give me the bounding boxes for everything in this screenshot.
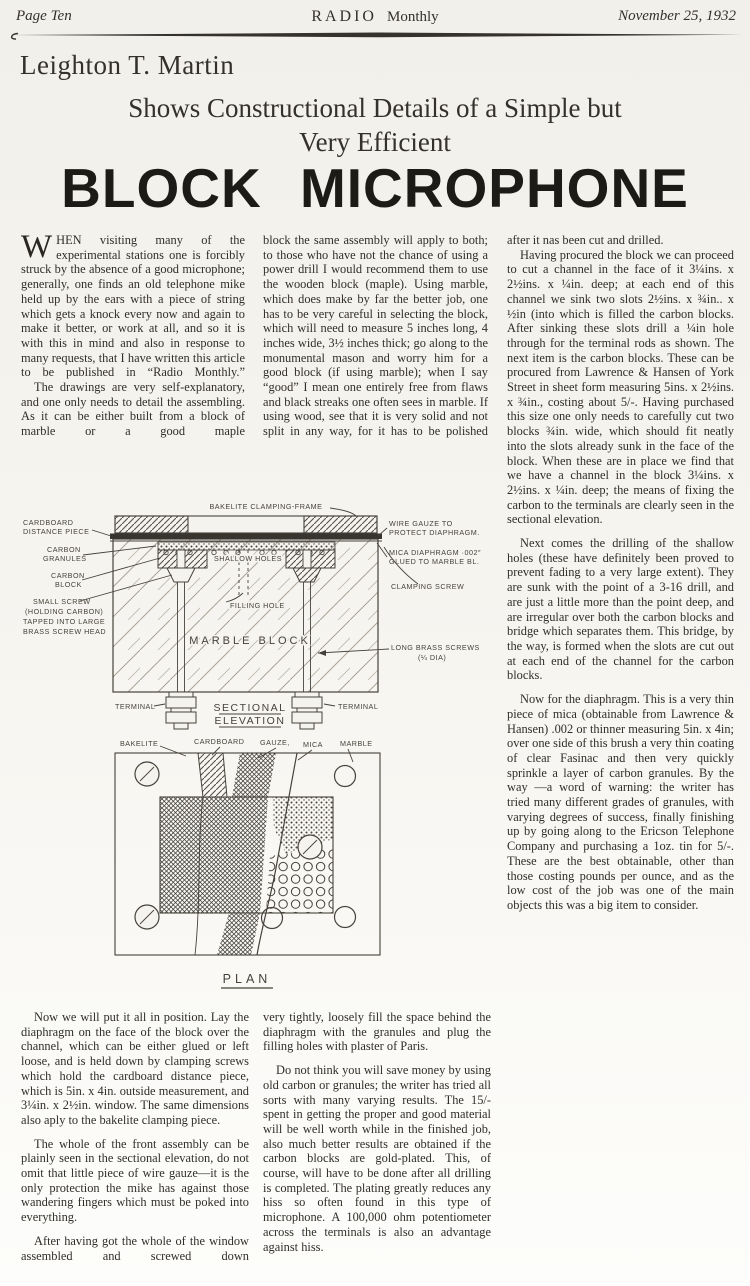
label-mica-1: MICA DIAPHRAGM ·002″ [389, 548, 482, 557]
label-long-brass-screws-1: LONG BRASS SCREWS [391, 643, 480, 652]
byline: Leighton T. Martin [20, 50, 235, 80]
column-1 [21, 229, 245, 439]
label-terminal-left: TERMINAL [115, 702, 156, 711]
paragraph: The drawings are very self-explanatory, and one only needs to detail the assembling. As it can be either built from a block of marble or a good maple [21, 380, 245, 439]
label-shallow-holes: SHALLOW HOLES [213, 554, 283, 563]
column-3 [507, 233, 734, 913]
masthead-subtitle: Monthly [386, 9, 439, 25]
label-small-screw-1: SMALL SCREW [33, 597, 91, 606]
label-long-brass-screws-2: (¼ DIA) [418, 653, 447, 662]
column-bottom-left [21, 1010, 249, 1286]
leader-cardboard [92, 530, 111, 536]
article-title: BLOCK MICROPHONE [61, 157, 689, 219]
label-mica-2: GLUED TO MARBLE BL. [389, 557, 480, 566]
leader-terminal-left [154, 704, 165, 706]
issue-date: November 25, 1932 [618, 8, 736, 24]
label-plan-bakelite: BAKELITE [120, 739, 159, 748]
label-small-screw-3: TAPPED INTO LARGE [23, 617, 106, 626]
leader-plan-marble [348, 749, 353, 762]
column-bottom-mid [263, 1010, 491, 1286]
label-small-screw-4: BRASS SCREW HEAD [23, 627, 107, 636]
carbon-granules-shape [158, 542, 335, 550]
leader-terminal-right [324, 704, 335, 706]
paragraph: Having procured the block we can proceed to cut a channel in the face of it 3¼ins. x 2½ins. x ¼in. deep; at each end of this channel we sink two slots 2½ins. x ¾in.. x ½in (into which is filled the carbon blocks. After sinking these slots drill a ¼in hole through for the terminal rods as shown. The next item is the carbon blocks. These can be procured from Lawrence & Hansen of York Street in sheet form measuring 5ins. x 2½ins. x ¾in., costing about 5/-. Having purchased this size one only needs to carefully cut two blocks ¾in. wide, which should fit neatly into the slots already sunk in the face of the block. When these are in place we find that we have a channel in the block 3¼ins. x 2½ins. x ¼in. deep; the means of fixing the carbon to the terminals are clearly seen in the sectional elevation. [507, 247, 734, 527]
caption-sectional-elevation [213, 702, 286, 727]
paragraph: WHEN visiting many of the experimental stations one is forcibly struck by the absence of a good microphone; generally, one finds an old telephone mike held up by the ears with a piece of string which gets a knock every now and again to make it better, or work at all, and so it is with this in mind and also in response to many requests, that I have written this article to be published in “Radio Monthly.” [21, 229, 245, 380]
label-marble-block: MARBLE BLOCK [189, 635, 311, 647]
label-carbon-block-1: CARBON [51, 571, 85, 580]
label-wire-gauze-2: PROTECT DIAPHRAGM. [389, 528, 480, 537]
paragraph: Do not think you will save money by using old carbon or granules; the writer has tried all sorts with many varying results. The 15/- spent in getting the proper and good material will be well worth while in the finished job, also much better results are obtained if the carbon blocks are gold-plated. This, of course, will have to be done after all drilling is completed. The plating greatly reduces any hiss so often found in this type of microphone. A 100,000 ohm potentiometer across the terminals is also an advantage against hiss. [263, 1063, 491, 1254]
paragraph: The whole of the front assembly can be plainly seen in the sectional elevation, do not omit that little piece of wire gauze—it is the only protection the mike has against those wandering fingers which must be poked into everything. [21, 1136, 249, 1225]
paragraph: block the same assembly will apply to both; to those who have not the chance of using a power drill I would recommend them to use the wooden block (maple). Using marble, which does make by far the better job, one has to be very careful in selecting the block, which will need to measure 5 inches long, 4 inches wide, 3½ inches thick; go along to the monumental mason and worry him for a good block (if using marble); when I say “good” I mean one entirely free from flaws and black streaks one often sees in marble. If using wood, see that it is very solid and not split in any way, for it has to be polished [263, 233, 488, 439]
plan-bakelite-strip [198, 753, 227, 797]
label-cardboard-2: DISTANCE PIECE [23, 527, 90, 536]
label-carbon-block-2: BLOCK [55, 580, 82, 589]
label-clamping-screw: CLAMPING SCREW [391, 582, 465, 591]
label-plan-cardboard: CARDBOARD [194, 737, 245, 746]
label-carbon-granules-2: GRANULES [43, 554, 87, 563]
svg-text:PLAN: PLAN [222, 972, 272, 986]
label-small-screw-2: (HOLDING CARBON) [25, 607, 104, 616]
label-plan-mica: MICA [303, 740, 323, 749]
leader-gauze [378, 528, 387, 536]
svg-text:SECTIONAL: SECTIONAL [213, 702, 287, 714]
label-wire-gauze-1: WIRE GAUZE TO [389, 519, 453, 528]
paragraph: very tightly, loosely fill the space behind the diaphragm with the granules and plug the filling holes with plaster of Paris. [263, 1010, 491, 1054]
label-terminal-right: TERMINAL [338, 702, 379, 711]
paragraph: Now for the diaphragm. This is a very thin piece of mica (obtainable from Lawrence & Hansen) .002 or thinner measuring 5in. x 4in; over one side of this brush a very thin coating of clear Fasinac and then very quickly sprinkle a layer of carbon granules. By the way —a word of warning: the writer has tried many different grades of granules, with varying degrees of success, finally finishing up by going along to the Ericson Telephone Company and purchasing a 1oz. tin for 5/-. These are the best obtainable, other than those costing pounds per ounce, and as the low cost of the job was one of the main objects this was a big item to consider. [507, 692, 734, 912]
caption-plan [221, 972, 273, 988]
page-number: Page Ten [16, 8, 72, 24]
header-rule [4, 28, 746, 42]
sectional-elevation-diagram [20, 500, 492, 742]
leader-plan-mica [298, 750, 312, 760]
subtitle-line-1: Shows Constructional Details of a Simple but [128, 93, 622, 123]
plan-diagram [90, 736, 480, 994]
column-2 [263, 233, 488, 439]
terminal-right-shape [292, 692, 322, 729]
paragraph: after it nas been cut and drilled. [507, 233, 664, 247]
leader-plan-bakelite [160, 746, 186, 756]
drop-cap: W [21, 229, 53, 265]
label-plan-gauze: GAUZE, [260, 738, 290, 747]
subtitle-line-2: Very Efficient [299, 127, 451, 157]
leader-frame [330, 508, 356, 516]
label-cardboard-1: CARDBOARD [23, 518, 74, 527]
masthead-title: RADIO [311, 8, 377, 25]
label-plan-marble: MARBLE [340, 739, 373, 748]
paragraph: After having got the whole of the window assembled and screwed down [21, 1233, 249, 1263]
paragraph: Now we will put it all in position. Lay the diaphragm on the face of the block over the channel, which can be either glued or left loose, and is held down by clamping screws which hold the cardboard distance piece, which is 5in. x 4in. outside measurement, and 3¼in. x 2½in. window. The same dimensions also aply to the bakelite clamping piece. [21, 1010, 249, 1127]
paragraph: Next comes the drilling of the shallow holes (these have definitely been proved to prevent fading to a very large extent). They are sunk with the point of a 3-16 drill, and are just a little more than the point deep, and are irregular over both the carbon blocks and bridge which separates them. This bridge, by the way, is formed when the slots are cut out at each end of the channel for the carbon blocks. [507, 536, 734, 683]
label-carbon-granules-1: CARBON [47, 545, 81, 554]
label-filling-hole: FILLING HOLE [230, 601, 285, 610]
terminal-left-shape [166, 692, 196, 729]
label-bakelite-clamping-frame: BAKELITE CLAMPING-FRAME [209, 502, 323, 511]
rule-left-curl [12, 34, 18, 40]
svg-text:ELEVATION: ELEVATION [214, 715, 286, 727]
clamping-frame-shape [115, 516, 377, 533]
plan-holes-region [266, 848, 333, 913]
